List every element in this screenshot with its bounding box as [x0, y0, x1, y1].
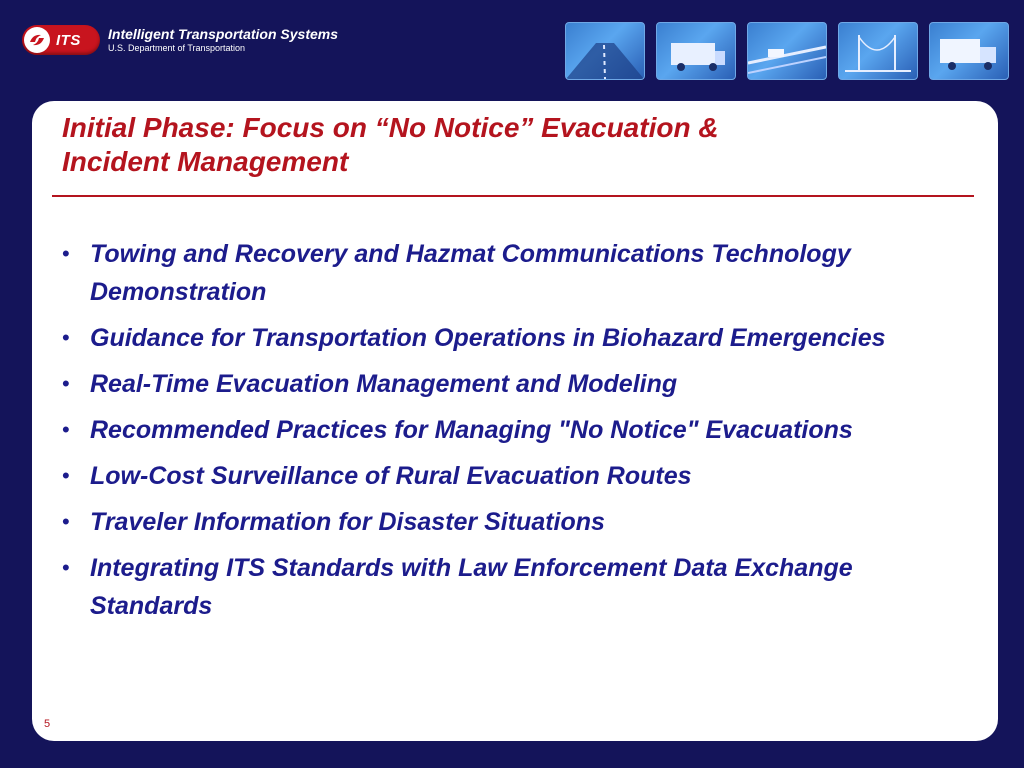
title-line-2: Incident Management [62, 146, 349, 177]
content-panel [32, 101, 998, 741]
bullet-list [62, 235, 942, 633]
bullet-icon: • [62, 241, 70, 266]
bullet-text: Traveler Information for Disaster Situations [90, 508, 605, 536]
list-item [62, 411, 942, 449]
bullet-icon: • [62, 555, 70, 580]
list-item [62, 365, 942, 403]
bullet-text: Real-Time Evacuation Management and Modeling [90, 370, 678, 398]
bridge-photo [838, 22, 918, 80]
bullet-icon: • [62, 509, 70, 534]
bullet-text: Guidance for Transportation Operations in Biohazard Emergencies [90, 324, 886, 352]
list-item [62, 319, 942, 357]
bullet-icon: • [62, 463, 70, 488]
truck-photo [929, 22, 1009, 80]
bullet-icon: • [62, 325, 70, 350]
bullet-text: Integrating ITS Standards with Law Enforcement Data Exchange Standards [90, 554, 853, 620]
photo-strip [565, 22, 1009, 80]
list-item [62, 457, 942, 495]
bullet-text: Towing and Recovery and Hazmat Communications Technology Demonstration [90, 240, 851, 306]
its-logo [22, 22, 338, 58]
bullet-icon: • [62, 371, 70, 396]
bullet-text: Low-Cost Surveillance of Rural Evacuation Routes [90, 462, 692, 490]
page-number: 5 [44, 718, 51, 730]
org-name: Intelligent Transportation Systems [108, 26, 339, 42]
list-item [62, 549, 942, 625]
traffic-photo [747, 22, 827, 80]
header-banner [0, 0, 1024, 100]
title-divider [52, 195, 974, 197]
logo-text: ITS [56, 31, 81, 49]
logo-pill [22, 25, 100, 55]
bullet-icon: • [62, 417, 70, 442]
list-item [62, 235, 942, 311]
org-block [108, 26, 338, 54]
slide-title [62, 111, 962, 179]
ambulance-photo [656, 22, 736, 80]
org-subtitle: U.S. Department of Transportation [108, 43, 246, 53]
dot-swirl-icon [24, 27, 50, 53]
list-item [62, 503, 942, 541]
title-line-1: Initial Phase: Focus on “No Notice” Evacuation & [62, 112, 719, 143]
bullet-text: Recommended Practices for Managing "No Notice" Evacuations [90, 416, 853, 444]
highway-photo [565, 22, 645, 80]
